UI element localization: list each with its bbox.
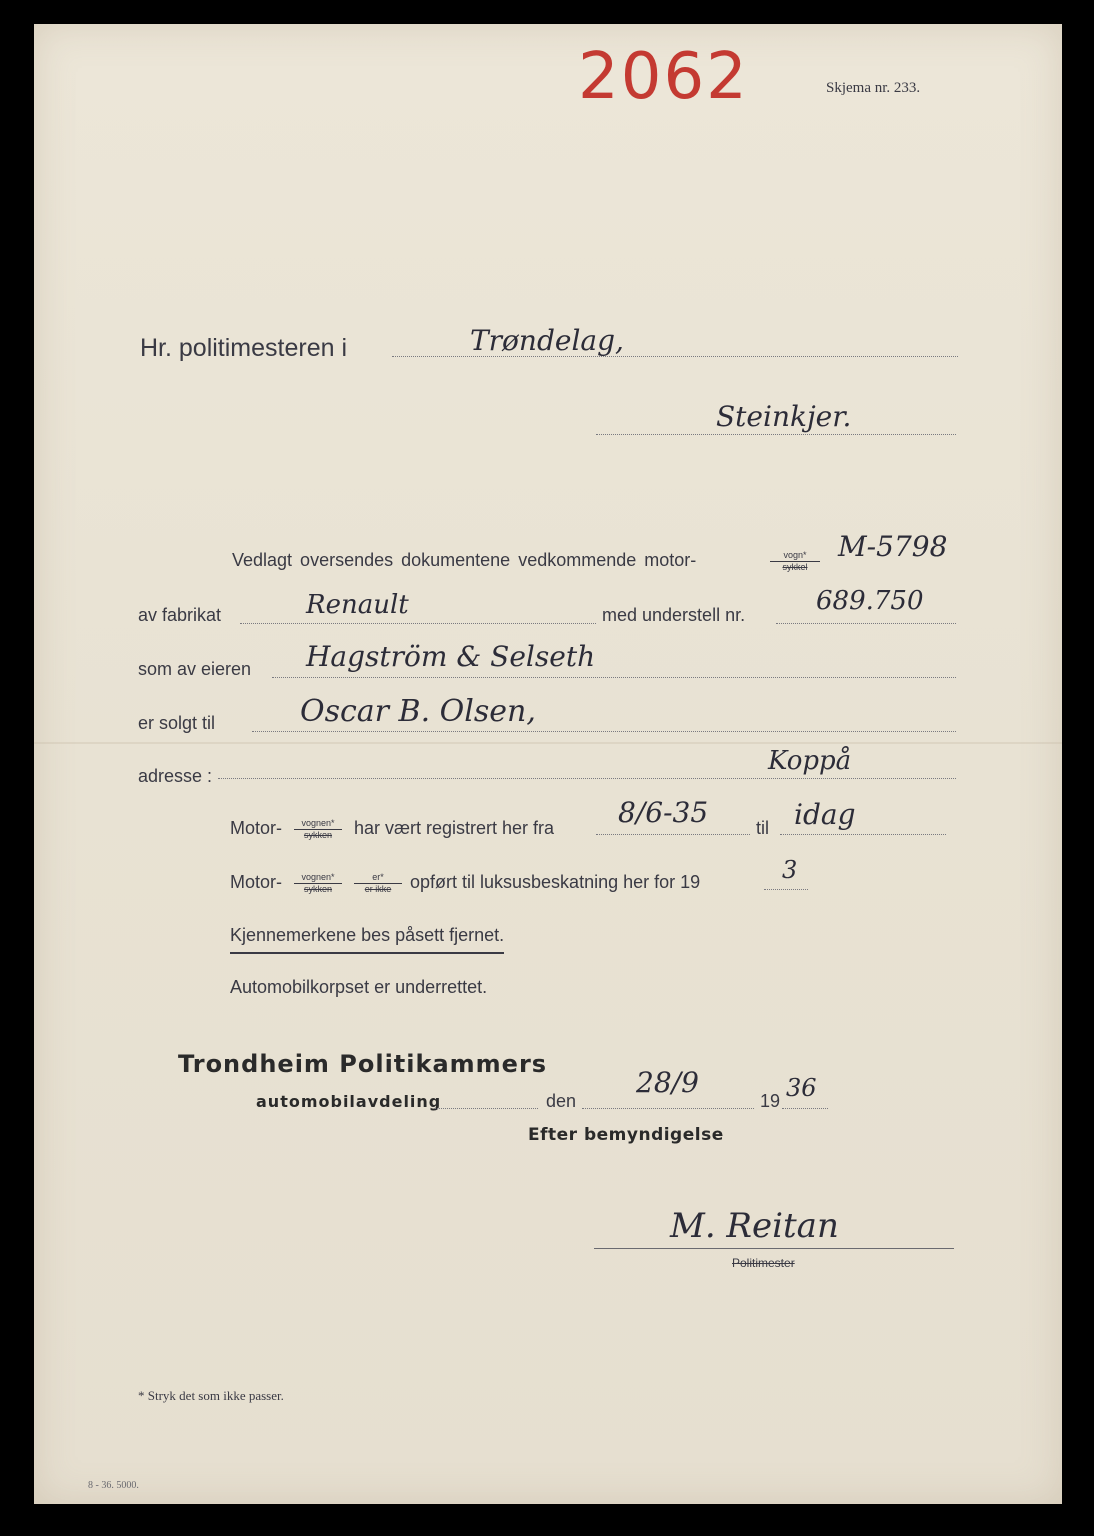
date-label: den (546, 1091, 577, 1111)
intro-text: Vedlagt oversendes dokumentene vedkommende motor- (232, 550, 697, 570)
owner-label: som av eieren (138, 659, 252, 679)
year-value: 36 (786, 1074, 817, 1102)
reg-mid-text: har vært registrert her fra (354, 818, 555, 838)
sold-to-label: er solgt til (138, 713, 216, 733)
reg-to-value: idag (794, 798, 856, 831)
tax-text: opført til luksusbeskatning her for 19 (410, 872, 701, 892)
reg-type-option-struck: sykken (303, 830, 332, 840)
dotted-line (582, 1108, 754, 1109)
reg-to-label: til (756, 818, 769, 838)
tax-type-choice (294, 872, 342, 895)
dotted-line (782, 1108, 828, 1109)
registration-number: M-5798 (838, 530, 948, 563)
dotted-line (780, 834, 946, 835)
dotted-line (434, 1108, 538, 1109)
dotted-line (596, 434, 956, 435)
vehicle-type-option: vogn* (770, 550, 820, 562)
tax-status-choice (354, 872, 402, 895)
tax-prefix: Motor- (230, 872, 283, 892)
signature-title: Politimester (732, 1256, 795, 1270)
signature: M. Reitan (670, 1206, 839, 1246)
reg-type-choice (294, 818, 342, 841)
dotted-line (240, 623, 596, 624)
tax-status-option-struck: er ikke (364, 884, 392, 894)
tax-type-option: vognen* (294, 872, 342, 884)
form-number: Skjema nr. 233. (826, 80, 921, 96)
document-page (34, 24, 1062, 1504)
stamp-line-2: automobilavdeling (256, 1092, 442, 1111)
tax-status-option: er* (354, 872, 402, 884)
district-value: Trøndelag, (470, 324, 624, 357)
town-value: Steinkjer. (716, 400, 852, 433)
reg-type-option: vognen* (294, 818, 342, 830)
owner-value: Hagström & Selseth (306, 640, 596, 673)
buyer-value: Oscar B. Olsen, (300, 694, 536, 729)
date-value: 28/9 (636, 1066, 699, 1099)
plates-note: Kjennemerkene bes påsett fjernet. (230, 925, 504, 954)
make-label: av fabrikat (138, 605, 222, 625)
dotted-line (252, 731, 956, 732)
chassis-value: 689.750 (816, 586, 924, 616)
dotted-line (596, 834, 750, 835)
signature-line (594, 1248, 954, 1249)
address-value: Koppå (768, 746, 852, 776)
year-prefix: 19 (760, 1091, 781, 1111)
dotted-line (218, 778, 956, 779)
chassis-label: med understell nr. (602, 605, 746, 625)
dotted-line (764, 889, 808, 890)
address-label: adresse : (138, 766, 213, 786)
footnote: * Stryk det som ikke passer. (138, 1388, 284, 1403)
dotted-line (776, 623, 956, 624)
dotted-line (272, 677, 956, 678)
vehicle-type-option-struck: sykkel (782, 562, 808, 572)
addressee-prefix: Hr. politimesteren i (140, 334, 348, 362)
tax-type-option-struck: sykken (303, 884, 332, 894)
make-value: Renault (306, 590, 409, 620)
stamp-line-1: Trondheim Politikammers (178, 1050, 548, 1078)
document-number: 2062 (578, 40, 749, 114)
reg-from-value: 8/6-35 (618, 796, 709, 829)
reg-prefix: Motor- (230, 818, 283, 838)
authority-stamp: Efter bemyndigelse (528, 1125, 724, 1145)
vehicle-type-choice (770, 550, 820, 573)
fold-line (34, 742, 1062, 744)
corps-note: Automobilkorpset er underrettet. (230, 977, 488, 997)
print-code: 8 - 36. 5000. (88, 1480, 139, 1491)
tax-year-value: 3 (782, 856, 798, 884)
